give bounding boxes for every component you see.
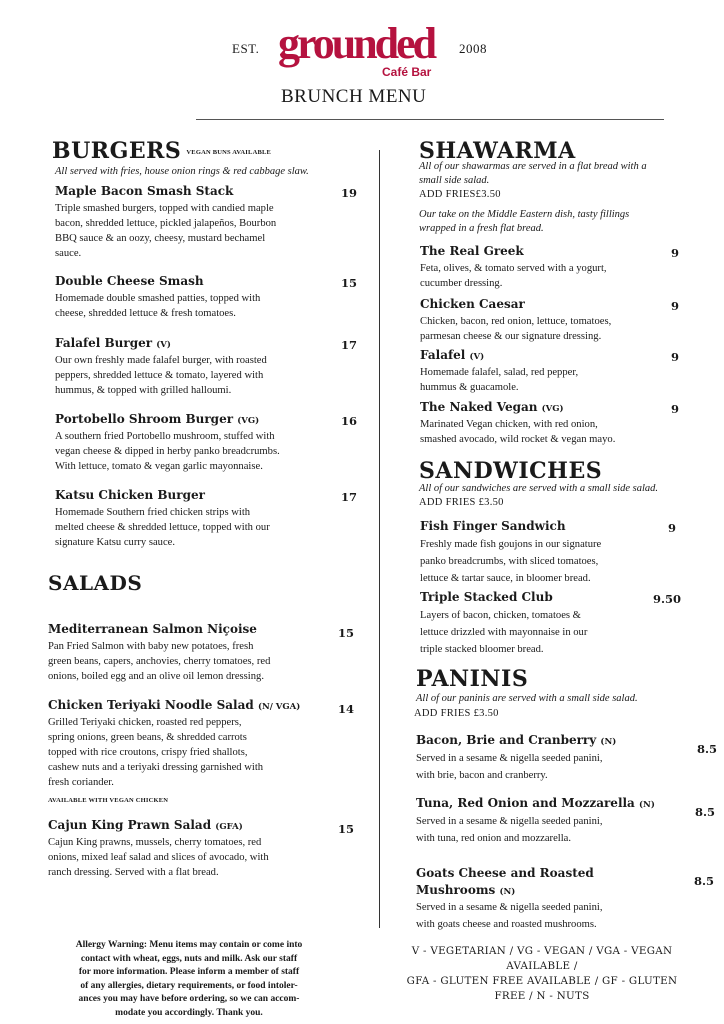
description-line: with tuna, red onion and mozzarella.: [416, 833, 572, 844]
item-price: 8.5: [697, 742, 718, 756]
menu-item-name: [416, 865, 594, 901]
sandwiches-intro: All of our sandwiches are served with a small side salad.: [419, 483, 659, 494]
vegan-buns-note: VEGAN BUNS AVAILABLE: [186, 149, 272, 156]
item-title: Triple Stacked Club: [420, 590, 553, 604]
legend-line: AVAILABLE /: [506, 960, 578, 972]
menu-item-name: [416, 796, 655, 810]
paninis-intro: All of our paninis are served with a small side salad.: [416, 693, 638, 704]
description-line: Cajun King prawns, mussels, cherry tomatoes, red: [48, 837, 262, 848]
description-line: Homemade falafel, salad, red pepper,: [420, 367, 579, 378]
paninis-add-fries: ADD FRIES £3.50: [414, 708, 499, 719]
shawarma-intro2-line: wrapped in a fresh flat bread.: [419, 223, 544, 234]
dietary-tag: (N): [639, 800, 655, 810]
dietary-tag: (V): [469, 352, 485, 362]
menu-item-name: [55, 336, 171, 350]
sandwiches-add-fries: ADD FRIES £3.50: [419, 497, 504, 508]
description-line: A southern fried Portobello mushroom, stuffed with: [55, 431, 275, 442]
item-price: 15: [341, 276, 358, 290]
dietary-tag: (N): [499, 887, 516, 897]
description-line: lettuce & tartar sauce, in bloomer bread.: [420, 573, 591, 584]
item-title: Chicken Caesar: [420, 297, 525, 311]
sandwiches-title: SANDWICHES: [419, 458, 603, 484]
menu-item-name: [420, 519, 566, 533]
description-line: spring onions, green beans, & shredded carrots: [48, 732, 247, 743]
item-price: 17: [341, 490, 358, 504]
item-title: Portobello Shroom Burger: [55, 412, 234, 426]
description-line: Layers of bacon, chicken, tomatoes &: [420, 610, 581, 621]
description-line: Our own freshly made falafel burger, with roasted: [55, 355, 267, 366]
item-description: [420, 536, 601, 587]
item-title: Katsu Chicken Burger: [55, 488, 205, 502]
item-description: [416, 750, 603, 784]
item-description: [55, 291, 260, 321]
item-description: [420, 607, 587, 658]
shawarma-intro: [419, 160, 647, 188]
item-price: 8.5: [695, 805, 716, 819]
shawarma-intro-line: All of our shawarmas are served in a flat bread with a: [419, 161, 647, 172]
description-line: green beans, capers, anchovies, cherry tomatoes, red: [48, 656, 271, 667]
item-price: 9: [671, 246, 680, 260]
item-description: [416, 813, 603, 847]
description-line: Marinated Vegan chicken, with red onion,: [420, 419, 598, 430]
burgers-intro: All served with fries, house onion rings & red cabbage slaw.: [55, 166, 309, 177]
allergy-line: contact with wheat, eggs, nuts and milk. Ask our staff: [80, 953, 298, 964]
description-line: Served in a sesame & nigella seeded panini,: [416, 902, 603, 913]
item-description: [420, 365, 578, 395]
menu-item-name: [420, 244, 524, 258]
dietary-tag: (N): [600, 737, 617, 747]
item-title: Cajun King Prawn Salad: [48, 818, 212, 832]
menu-item-name: [420, 590, 553, 604]
description-line: sauce.: [55, 248, 82, 259]
description-line: Triple smashed burgers, topped with candied maple: [55, 203, 274, 214]
dietary-tag: (VG): [237, 416, 260, 426]
item-title: Tuna, Red Onion and Mozzarella: [416, 796, 635, 810]
allergy-line: for more information. Please inform a member of staff: [78, 967, 300, 977]
description-line: Grilled Teriyaki chicken, roasted red peppers,: [48, 717, 242, 728]
menu-item-name: [48, 818, 243, 832]
menu-item-name: [55, 412, 259, 426]
menu-item-name: [48, 622, 257, 636]
description-line: topped with rice croutons, crispy fried shallots,: [48, 747, 248, 758]
item-description: [48, 639, 270, 684]
description-line: vegan cheese & dipped in herby panko breadcrumbs.: [55, 446, 280, 457]
item-price: 9: [671, 299, 680, 313]
item-price: 9.50: [653, 592, 682, 606]
description-line: fresh coriander.: [48, 777, 114, 788]
legend-line: V - VEGETARIAN / VG - VEGAN / VGA - VEGAN: [411, 945, 673, 957]
item-price: 15: [338, 626, 355, 640]
item-price: 16: [341, 414, 358, 428]
description-line: with goats cheese and roasted mushrooms.: [416, 919, 597, 930]
menu-item-name: [420, 348, 484, 362]
description-line: cashew nuts and a teriyaki dressing garnished with: [48, 762, 264, 773]
description-line: ranch dressing. Served with a flat bread.: [48, 867, 219, 878]
description-line: Served in a sesame & nigella seeded panini,: [416, 816, 603, 827]
description-line: bacon, shredded lettuce, pickled jalapeños, Bourbon: [55, 218, 277, 229]
item-price: 8.5: [694, 874, 715, 888]
item-description: [55, 201, 276, 261]
item-title: Chicken Teriyaki Noodle Salad: [48, 698, 254, 712]
description-line: cheese, shredded lettuce & fresh tomatoes.: [55, 308, 236, 319]
item-description: [420, 314, 611, 344]
item-description: [55, 353, 267, 398]
item-title: Goats Cheese and Roasted: [416, 866, 594, 880]
header-divider: [196, 119, 664, 120]
menu-item-name: [420, 297, 525, 311]
dietary-tag: (VG): [541, 404, 564, 414]
description-line: melted cheese & shredded lettuce, topped with our: [55, 522, 270, 533]
item-title: The Naked Vegan: [420, 400, 538, 414]
item-price: 9: [668, 521, 677, 535]
description-line: smashed avocado, wild rocket & vegan mayo.: [420, 434, 616, 445]
vegan-chicken-note: AVAILABLE WITH VEGAN CHICKEN: [48, 797, 169, 804]
dietary-tag: (GFA): [215, 822, 243, 832]
description-line: cucumber dressing.: [420, 278, 503, 289]
burgers-title: BURGERS: [52, 138, 182, 164]
burgers-header: [52, 138, 271, 164]
est-year: 2008: [459, 41, 487, 56]
grounded-logo: [278, 14, 450, 80]
legend-line: GFA - GLUTEN FREE AVAILABLE / GF - GLUTEN: [406, 975, 678, 987]
item-price: 9: [671, 402, 680, 416]
item-title: Fish Finger Sandwich: [420, 519, 566, 533]
description-line: Freshly made fish goujons in our signature: [420, 539, 602, 550]
item-title: Maple Bacon Smash Stack: [55, 184, 234, 198]
description-line: hummus & guacamole.: [420, 382, 519, 393]
description-line: Homemade double smashed patties, topped with: [55, 293, 261, 304]
paninis-title: PANINIS: [416, 666, 529, 692]
item-title: Mediterranean Salmon Niçoise: [48, 622, 257, 636]
description-line: Served in a sesame & nigella seeded panini,: [416, 753, 603, 764]
item-price: 19: [341, 186, 358, 200]
allergy-line: ances you may have before ordering, so we can accom-: [78, 994, 300, 1004]
item-title: Bacon, Brie and Cranberry: [416, 733, 597, 747]
item-title-cont: Mushrooms: [416, 883, 496, 897]
dietary-tag: (N/ VGA): [257, 702, 301, 712]
dietary-tag: (V): [156, 340, 171, 350]
item-description: [48, 835, 269, 880]
item-description: [48, 715, 263, 808]
item-price: 17: [341, 338, 358, 352]
item-price: 14: [338, 702, 355, 716]
description-line: with brie, bacon and cranberry.: [416, 770, 548, 781]
item-description: [420, 261, 607, 291]
description-line: panko breadcrumbs, with sliced tomatoes,: [420, 556, 599, 567]
item-price: 9: [671, 350, 680, 364]
column-divider: [379, 150, 380, 928]
menu-item-name: [48, 698, 300, 712]
menu-item-name: [55, 488, 205, 502]
description-line: parmesan cheese & our signature dressing.: [420, 331, 602, 342]
description-line: Feta, olives, & tomato served with a yogurt,: [420, 263, 607, 274]
description-line: onions, mixed leaf salad and slices of avocado, with: [48, 852, 269, 863]
dietary-legend: [392, 944, 692, 1004]
allergy-line: Allergy Warning: Menu items may contain or come into: [75, 940, 303, 950]
shawarma-add-fries: ADD FRIES£3.50: [419, 189, 501, 200]
description-line: Pan Fried Salmon with baby new potatoes, fresh: [48, 641, 254, 652]
shawarma-intro-2: [419, 208, 629, 236]
allergy-line: modate you accordingly. Thank you.: [115, 1007, 263, 1018]
shawarma-intro-line: small side salad.: [419, 175, 490, 186]
item-price: 15: [338, 822, 355, 836]
item-description: [416, 899, 603, 933]
description-line: peppers, shredded lettuce & tomato, layered with: [55, 370, 264, 381]
item-description: [55, 505, 270, 550]
item-title: The Real Greek: [420, 244, 524, 258]
description-line: hummus, & topped with grilled halloumi.: [55, 385, 232, 396]
description-line: lettuce drizzled with mayonnaise in our: [420, 627, 588, 638]
item-title: Double Cheese Smash: [55, 274, 204, 288]
item-title: Falafel: [420, 348, 466, 362]
description-line: Homemade Southern fried chicken strips with: [55, 507, 251, 518]
menu-item-name: [55, 184, 233, 198]
est-label: EST.: [232, 41, 260, 56]
shawarma-intro2-line: Our take on the Middle Eastern dish, tasty fillings: [419, 209, 630, 220]
item-title: Falafel Burger: [55, 336, 153, 350]
description-line: With lettuce, tomato & vegan garlic mayonnaise.: [55, 461, 263, 472]
menu-item-name: [55, 274, 204, 288]
item-description: [55, 429, 280, 474]
allergy-line: of any allergies, dietary requirements, or food intoler-: [80, 980, 298, 991]
logo-subtitle: Café Bar: [382, 65, 432, 79]
item-description: [420, 417, 615, 447]
description-line: triple stacked bloomer bread.: [420, 644, 544, 655]
salads-title: SALADS: [48, 571, 143, 595]
menu-item-name: [416, 733, 616, 747]
legend-line: FREE / N - NUTS: [494, 990, 590, 1002]
menu-title: BRUNCH MENU: [281, 86, 427, 107]
description-line: onions, boiled egg and an olive oil lemon dressing.: [48, 671, 264, 682]
description-line: BBQ sauce & an oozy, cheesy, mustard bechamel: [55, 233, 266, 244]
menu-item-name: [420, 400, 564, 414]
allergy-warning: [34, 939, 344, 1020]
description-line: Chicken, bacon, red onion, lettuce, tomatoes,: [420, 316, 612, 327]
shawarma-title: SHAWARMA: [419, 138, 576, 164]
description-line: signature Katsu curry sauce.: [55, 537, 176, 548]
logo-wordmark: grounded: [278, 19, 435, 68]
